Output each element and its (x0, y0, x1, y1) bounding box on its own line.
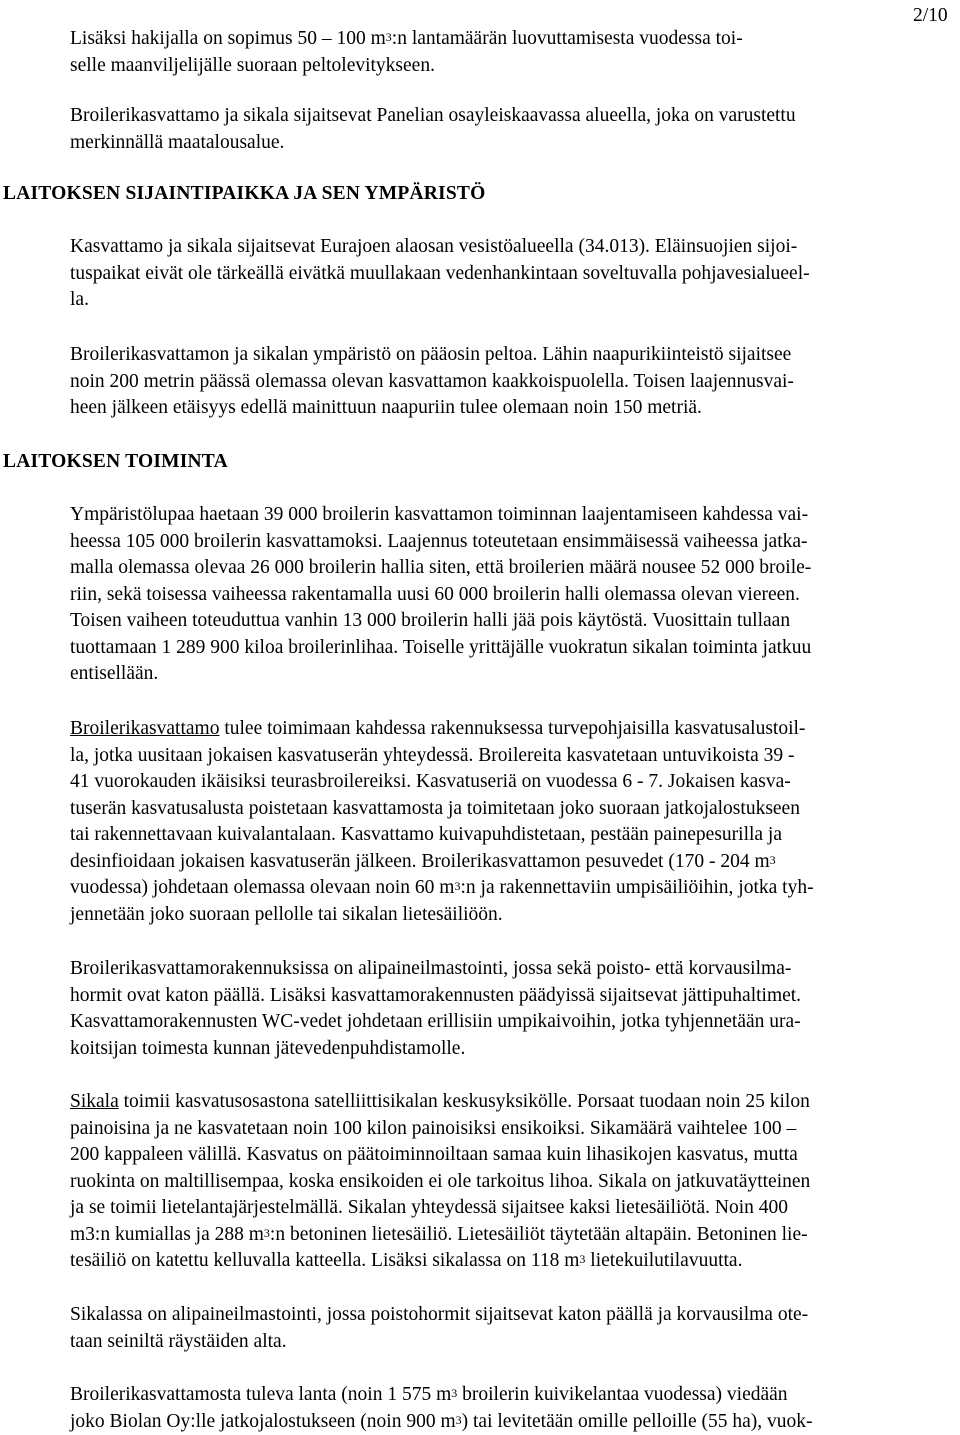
text-line: jennetään joko suoraan pellolle tai sikalan lietesäiliöön. (70, 902, 950, 929)
location-paragraph (70, 234, 950, 314)
text-line: heessa 105 000 broilerin kasvattamoksi. Laajennus toteutetaan ensimmäisessä vaiheessa jatka- (70, 529, 950, 556)
section-heading-operation: LAITOKSEN TOIMINTA (3, 451, 228, 473)
text-line: Sikala toimii kasvatusosastona satelliittisikalan keskusyksikölle. Porsaat tuodaan noin 25 kilon (70, 1089, 950, 1116)
text-line: desinfioidaan jokaisen kasvatuserän jälkeen. Broilerikasvattamon pesuvedet (170 - 204 $m^3$ (70, 849, 950, 876)
text-line: tuottamaan 1 289 900 kiloa broilerinlihaa. Toiselle yrittäjälle vuokratun sikalan toiminta jatkuu (70, 635, 950, 662)
text-line: la. (70, 287, 950, 314)
text-line: Broilerikasvattamosta tuleva lanta (noin 1 575 $m^3$ broilerin kuivikelantaa vuodessa) viedään (70, 1382, 950, 1409)
text-line: Broilerikasvattamo ja sikala sijaitsevat Panelian osayleiskaavassa alueella, joka on varustettu (70, 103, 950, 130)
text-line: taan seiniltä räystäiden alta. (70, 1329, 950, 1356)
text-line: entisellään. (70, 661, 950, 688)
text-line: riin, sekä toisessa vaiheessa rakentamalla uusi 60 000 broilerin halli olemassa olevan viereen. (70, 582, 950, 609)
zoning-paragraph (70, 103, 950, 156)
text-line: Broilerikasvattamorakennuksissa on alipaineilmastointi, jossa sekä poisto- että korvausilma- (70, 956, 950, 983)
text-line: painoisina ja ne kasvatetaan noin 100 kilon painoisiksi ensikoiksi. Sikamäärä vaihtelee 100 – (70, 1116, 950, 1143)
text-line: tesäiliö on katettu kelluvalla katteella. Lisäksi sikalassa on 118 $m^3$ lietekuilutilavuutta. (70, 1248, 950, 1275)
text-line: Toisen vaiheen toteuduttua vanhin 13 000 broilerin halli jää pois käytöstä. Vuosittain tullaan (70, 608, 950, 635)
text-line: 200 kappaleen välillä. Kasvatus on päätoiminnoiltaan samaa kuin lihasikojen kasvatus, mutta (70, 1142, 950, 1169)
text-line: hormit ovat katon päällä. Lisäksi kasvattamorakennusten päädyissä sijaitsevat jättipuhaltimet. (70, 983, 950, 1010)
text-line: Kasvattamo ja sikala sijaitsevat Eurajoen alaosan vesistöalueella (34.013). Eläinsuojien sijoi- (70, 234, 950, 261)
text-line: Broilerikasvattamo tulee toimimaan kahdessa rakennuksessa turvepohjaisilla kasvatusalustoil- (70, 716, 950, 743)
text-line: tuspaikat eivät ole tärkeällä eivätkä muullakaan vedenhankintaan soveltuvalla pohjavesialueel- (70, 261, 950, 288)
broiler-term: Broilerikasvattamo (70, 718, 219, 739)
text-line: ruokinta on maltillisempaa, koska ensikoiden ei ole tarkoitus lihoa. Sikala on jatkuvatäytteinen (70, 1169, 950, 1196)
text-line: merkinnällä maatalousalue. (70, 130, 950, 157)
operation-paragraph (70, 502, 950, 688)
ventilation-paragraph (70, 956, 950, 1062)
text-line: joko Biolan Oy:lle jatkojalostukseen (noin 900 $m^3$) tai levitetään omille pelloille (55 ha), vuok- (70, 1409, 950, 1435)
text-line: Kasvattamorakennusten WC-vedet johdetaan erillisiin umpikaivoihin, jotka tyhjennetään ura- (70, 1009, 950, 1036)
pig-paragraph (70, 1089, 950, 1275)
surroundings-paragraph (70, 342, 950, 422)
manure-paragraph (70, 1382, 950, 1435)
text-line: la, jotka uusitaan jokaisen kasvatuserän yhteydessä. Broilereita kasvatetaan untuvikoista 39 - (70, 743, 950, 770)
text-line: tai rakennettavaan kuivalantalaan. Kasvattamo kuivapuhdistetaan, pestään painepesurilla ja (70, 822, 950, 849)
text-line: ja se toimii lietelantajärjestelmällä. Sikalan yhteydessä sijaitsee kaksi lietesäiliötä. Noin 400 (70, 1195, 950, 1222)
page-number: 2/10 (913, 2, 948, 30)
broiler-paragraph (70, 716, 950, 928)
pig-term: Sikala (70, 1091, 119, 1112)
intro-paragraph (70, 26, 950, 79)
text-line: m3:n kumiallas ja 288 $m^3:n$ betoninen lietesäiliö. Lietesäiliöt täytetään altapäin. Betoninen lie- (70, 1222, 950, 1249)
text-line: vuodessa) johdetaan olemassa olevaan noin 60 $m^3:n$ ja rakennettaviin umpisäiliöihin, jotka tyh- (70, 875, 950, 902)
text-line: heen jälkeen etäisyys edellä mainittuun naapuriin tulee olemaan noin 150 metriä. (70, 395, 950, 422)
text-line: Sikalassa on alipaineilmastointi, jossa poistohormit sijaitsevat katon päällä ja korvausilma ote- (70, 1302, 950, 1329)
text-line: tuserän kasvatusalusta poistetaan kasvattamosta ja toimitetaan joko suoraan jatkojalostukseen (70, 796, 950, 823)
text-line: noin 200 metrin päässä olemassa olevan kasvattamon kaakkoispuolella. Toisen laajennusvai- (70, 369, 950, 396)
text-line: Broilerikasvattamon ja sikalan ympäristö on pääosin peltoa. Lähin naapurikiinteistö sijaitsee (70, 342, 950, 369)
section-heading-location: LAITOKSEN SIJAINTIPAIKKA JA SEN YMPÄRISTÖ (3, 183, 485, 205)
text-line: Lisäksi hakijalla on sopimus 50 – 100 $m^3:n$ lantamäärän luovuttamisesta vuodessa toi- (70, 26, 950, 53)
text-line: 41 vuorokauden ikäisiksi teurasbroilereiksi. Kasvatuseriä on vuodessa 6 - 7. Jokaisen kasva- (70, 769, 950, 796)
text-line: koitsijan toimesta kunnan jätevedenpuhdistamolle. (70, 1036, 950, 1063)
text-line: Ympäristölupaa haetaan 39 000 broilerin kasvattamon toiminnan laajentamiseen kahdessa vai- (70, 502, 950, 529)
text-line: selle maanviljelijälle suoraan peltolevitykseen. (70, 53, 950, 80)
pig-ventilation-paragraph (70, 1302, 950, 1355)
text-line: malla olemassa olevaa 26 000 broilerin hallia siten, että broilerien määrä nousee 52 000 broile- (70, 555, 950, 582)
